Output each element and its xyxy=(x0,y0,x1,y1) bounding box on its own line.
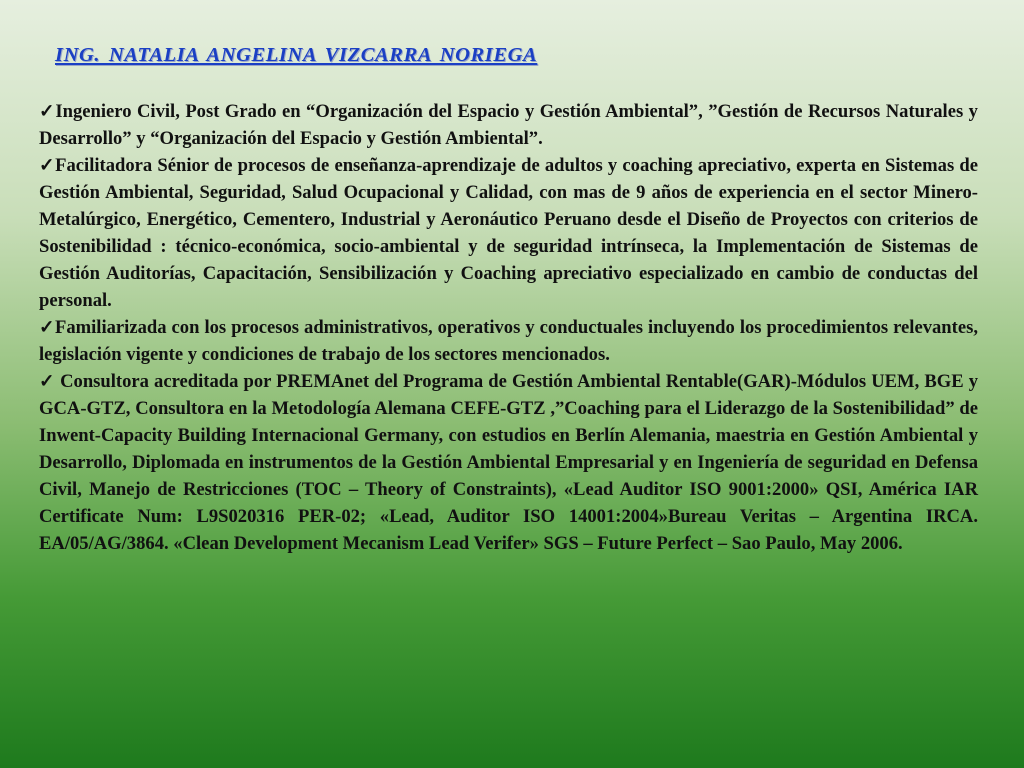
checkmark-icon: ✓ xyxy=(39,155,56,176)
checkmark-icon: ✓ xyxy=(39,371,56,392)
bullet-item-3 xyxy=(39,314,978,368)
bullet-text-4: Consultora acreditada por PREMAnet del Programa de Gestión Ambiental Rentable(GAR)-Módulos UEM, BGE y GCA-GTZ, Consultora en la Metodología Alemana CEFE-GTZ ,”Coaching para el Liderazgo de la Sostenibilidad” de Inwent-Capacity Building Internacional Germany, con estudios en Berlín Alemania, maestria en Gestión Ambiental y Desarrollo, Diplomada en instrumentos de la Gestión Ambiental Empresarial y en Ingeniería de seguridad en Defensa Civil, Manejo de Restricciones (TOC – Theory of Constraints), «Lead Auditor ISO 9001:2000» QSI, América IAR Certificate Num: L9S020316 PER-02; «Lead, Auditor ISO 14001:2004»Bureau Veritas – Argentina IRCA. EA/05/AG/3864. «Clean Development Mecanism Lead Verifer» SGS – Future Perfect – Sao Paulo, May 2006. xyxy=(39,371,978,554)
bullet-item-2 xyxy=(39,152,978,314)
bullet-item-4 xyxy=(39,368,978,557)
bullet-text-3: Familiarizada con los procesos administrativos, operativos y conductuales incluyendo los procedimientos relevantes, legislación vigente y condiciones de trabajo de los sectores mencionados. xyxy=(39,317,978,365)
bullet-list xyxy=(39,98,978,557)
checkmark-icon: ✓ xyxy=(39,101,56,122)
bullet-item-1 xyxy=(39,98,978,152)
bullet-text-2: Facilitadora Sénior de procesos de enseñanza-aprendizaje de adultos y coaching apreciativo, experta en Sistemas de Gestión Ambiental, Seguridad, Salud Ocupacional y Calidad, con mas de 9 años de experiencia en el sector Minero-Metalúrgico, Energético, Cementero, Industrial y Aeronáutico Peruano desde el Diseño de Proyectos con criterios de Sostenibilidad : técnico-económica, socio-ambiental y de seguridad intrínseca, la Implementación de Sistemas de Gestión Auditorías, Capacitación, Sensibilización y Coaching apreciativo especializado en cambio de conductas del personal. xyxy=(39,155,978,311)
bullet-text-1: Ingeniero Civil, Post Grado en “Organización del Espacio y Gestión Ambiental”, ”Gestión de Recursos Naturales y Desarrollo” y “Organización del Espacio y Gestión Ambiental”. xyxy=(39,101,978,149)
slide-title: ING. NATALIA ANGELINA VIZCARRA NORIEGA xyxy=(55,44,538,66)
checkmark-icon: ✓ xyxy=(39,317,55,338)
